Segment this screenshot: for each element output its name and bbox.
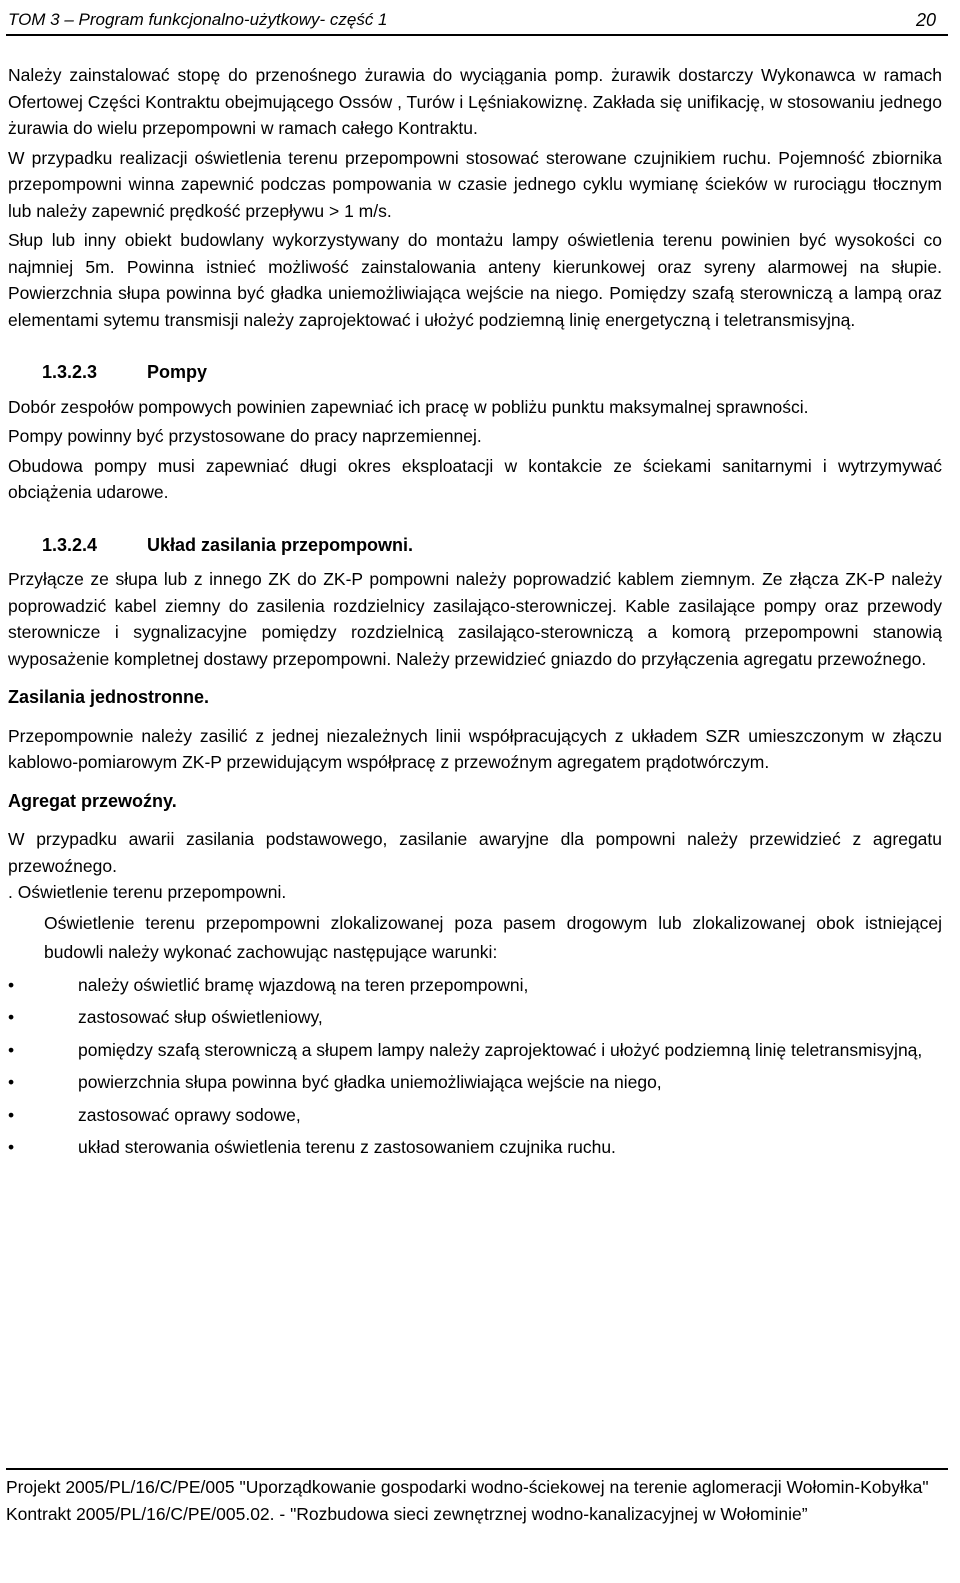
- paragraph-crane: Należy zainstalować stopę do przenośnego żurawia do wyciągania pomp. żurawik dostarczy Wykonawca w ramach Ofertowej Części Kontraktu obejmującego Ossów , Turów i Lęśniakowiznę. Zakłada się unifikację, w stosowaniu jednego żurawia do wielu przepompowni w ramach całego Kontraktu.: [8, 65, 942, 138]
- paragraph-mobile-generator: W przypadku awarii zasilania podstawowego, zasilanie awaryjne dla pompowni należy przewidzieć z agregatu przewoźnego.: [8, 829, 942, 876]
- paragraph-pole: Słup lub inny obiekt budowlany wykorzystywany do montażu lampy oświetlenia terenu powinien być wysokości co najmniej 5m. Powinna istnieć możliwość zainstalowania anteny kierunkowej oraz syreny alarmowej na słupie. Powierzchnia słupa powinna być gładka uniemożliwiająca wejście na niego. Pomiędzy szafą sterowniczą a lampą oraz elementami sytemu transmisji należy zaprojektować i ułożyć podziemną linię energetyczną i teletransmisyjną.: [8, 230, 942, 330]
- bullet-icon: •: [8, 1104, 15, 1125]
- section-heading-pompy: [8, 359, 942, 386]
- page-content: [8, 62, 942, 1162]
- section-title: Pompy: [147, 362, 208, 382]
- page-footer: [6, 1468, 948, 1528]
- lighting-title: . Oświetlenie terenu przepompowni.: [8, 882, 287, 902]
- bullet-icon: •: [8, 1072, 15, 1092]
- footer-project: Projekt 2005/PL/16/C/PE/005 "Uporządkowanie gospodarki wodno-ściekowej na terenie aglomeracji Wołomin-Kobyłka": [6, 1477, 929, 1497]
- list-item: • powierzchnia słupa powinna być gładka uniemożliwiająca wejście na niego,: [8, 1068, 942, 1097]
- list-item: • zastosować oprawy sodowe,: [8, 1101, 942, 1130]
- paragraph-power-connection: Przyłącze ze słupa lub z innego ZK do ZK-P pompowni należy poprowadzić kablem ziemnym. Ze złącza ZK-P należy poprowadzić kabel ziemny do zasilenia rozdzielnicy zasilająco-sterowniczej. Kable zasilające pompy oraz przewody sterownicze i sygnalizacyjne pomiędzy rozdzielnicą zasilająco-sterowniczą a komorą przepompowni stanowią wyposażenie kompletnej dostawy przepompowni. Należy przewidzieć gniazdo do przyłączenia agregatu przewoźnego.: [8, 569, 942, 669]
- document-title: TOM 3 – Program funkcjonalno-użytkowy- część 1: [8, 10, 388, 29]
- list-item: • należy oświetlić bramę wjazdową na teren przepompowni,: [8, 971, 942, 1000]
- footer-contract: Kontrakt 2005/PL/16/C/PE/005.02. - "Rozbudowa sieci zewnętrznej wodno-kanalizacyjnej w Wołominie”: [6, 1504, 808, 1524]
- lighting-conditions-list: [8, 971, 942, 1162]
- paragraph-pump-selection: Dobór zespołów pompowych powinien zapewniać ich pracę w pobliżu punktu maksymalnej sprawności.: [8, 396, 809, 417]
- paragraph-lighting-tank: W przypadku realizacji oświetlenia terenu przepompowni stosować sterowane czujnikiem ruchu. Pojemność zbiornika przepompowni winna zapewnić podczas pompowania w czasie jednego cyklu wymianę ścieków w rurociągu tłocznym lub należy zapewnić prędkość przepływu > 1 m/s.: [8, 147, 942, 221]
- list-item: • pomiędzy szafą sterowniczą a słupem lampy należy zaprojektować i ułożyć podziemną linię teletransmisyjną,: [8, 1036, 942, 1065]
- bullet-icon: •: [8, 1007, 15, 1027]
- subheading-mobile-generator: Agregat przewoźny.: [8, 790, 177, 811]
- paragraph-pump-housing: Obudowa pompy musi zapewniać długi okres eksploatacji w kontakcie ze ściekami sanitarnymi i wytrzymywać obciążenia udarowe.: [8, 455, 942, 502]
- bullet-icon: •: [8, 974, 15, 995]
- lighting-intro: Oświetlenie terenu przepompowni zlokalizowanej poza pasem drogowym lub zlokalizowanej obok istniejącej budowli należy wykonać zachowując następujące warunki:: [44, 912, 942, 962]
- bullet-icon: •: [8, 1039, 15, 1060]
- paragraph-pump-alternating: Pompy powinny być przystosowane do pracy naprzemiennej.: [8, 426, 482, 446]
- page-header: [6, 4, 948, 36]
- section-number: 1.3.2.3: [42, 362, 98, 382]
- page-number: 20: [915, 10, 936, 30]
- section-number: 1.3.2.4: [42, 534, 98, 555]
- bullet-icon: •: [8, 1137, 15, 1157]
- list-item: • zastosować słup oświetleniowy,: [8, 1003, 942, 1032]
- subheading-single-sided-supply: Zasilania jednostronne.: [8, 687, 210, 707]
- section-heading-zasilanie: [8, 532, 942, 559]
- paragraph-single-sided-supply: Przepompownie należy zasilić z jednej niezależnych linii współpracujących z układem SZR umieszczonym w złączu kablowo-pomiarowym ZK-P przewidującym współpracę z przewoźnym agregatem prądotwórczym.: [8, 725, 942, 772]
- list-item: • układ sterowania oświetlenia terenu z zastosowaniem czujnika ruchu.: [8, 1133, 942, 1162]
- section-title: Układ zasilania przepompowni.: [147, 534, 414, 555]
